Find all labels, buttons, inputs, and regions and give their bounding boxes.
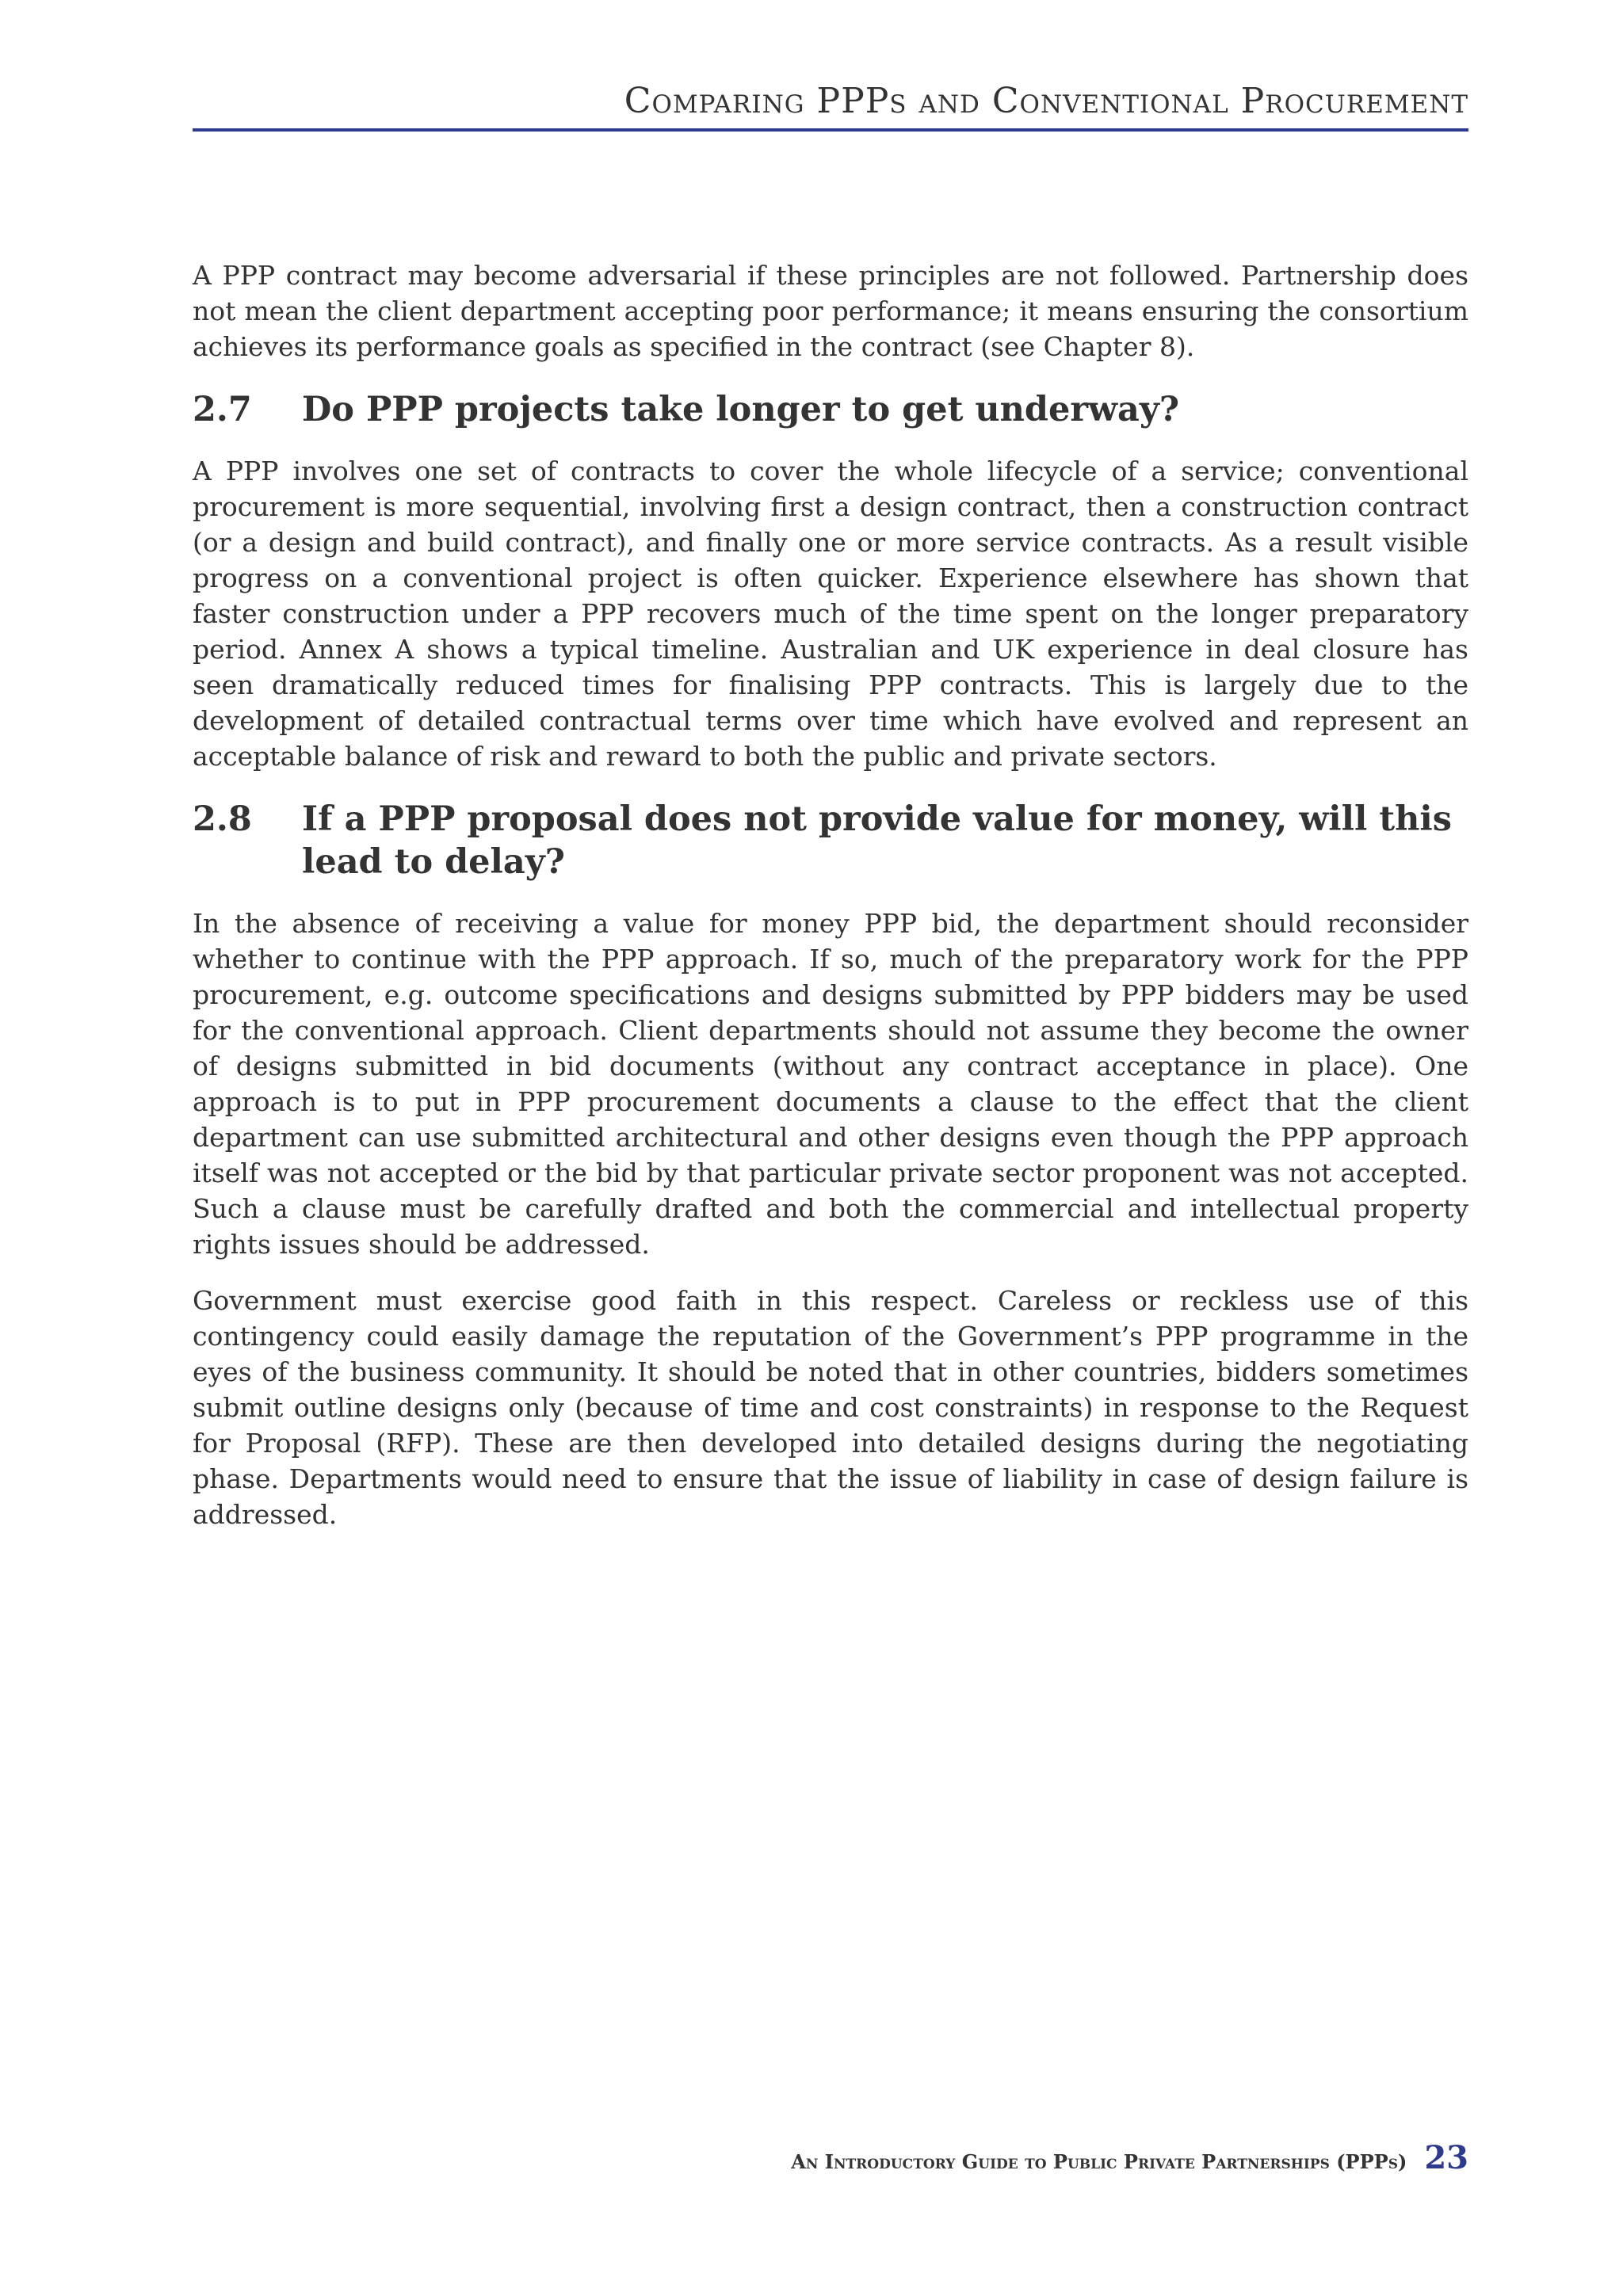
header-rule [193,128,1468,132]
footer-title: An Introductory Guide to Public Private Partnerships (PPPs) [791,2150,1407,2173]
section-2-7-paragraph: A PPP involves one set of contracts to cover the whole lifecycle of a service; conventional procurement is more sequential, involving first a design contract, then a construction contract (or a design and build contract), and finally one or more service contracts. As a result visible progress on a conventional project is often quicker. Experience elsewhere has shown that faster construction under a PPP recovers much of the time spent on the longer preparatory period. Annex A shows a typical timeline. Australian and UK experience in deal closure has seen dramatically reduced times for finalising PPP contracts. This is largely due to the development of detailed contractual terms over time which have evolved and represent an acceptable balance of risk and reward to both the public and private sectors. [193,456,1468,772]
section-title: Do PPP projects take longer to get underway? [302,390,1180,429]
running-header: Comparing PPPs and Conventional Procurement [624,81,1468,121]
section-number: 2.8 [193,799,252,839]
section-heading-2-8 [193,798,1468,883]
section-number: 2.7 [193,390,252,429]
page-content [193,257,1468,1553]
section-title: If a PPP proposal does not provide value for money, will this lead to delay? [302,799,1452,882]
section-2-8-paragraph-1: In the absence of receiving a value for money PPP bid, the department should reconsider whether to continue with the PPP approach. If so, much of the preparatory work for the PPP procurement, e.g. outcome specifications and designs submitted by PPP bidders may be used for the conventional approach. Client departments should not assume they become the owner of designs submitted in bid documents (without any contract acceptance in place). One approach is to put in PPP procurement documents a clause to the effect that the client department can use submitted architectural and other designs even though the PPP approach itself was not accepted or the bid by that particular private sector proponent was not accepted. Such a clause must be carefully drafted and both the commercial and intellectual property rights issues should be addressed. [193,908,1468,1260]
intro-paragraph: A PPP contract may become adversarial if these principles are not followed. Partnership does not mean the client department accepting poor performance; it means ensuring the consortium achieves its performance goals as specified in the contract (see Chapter 8). [193,260,1468,362]
section-2-8-paragraph-2: Government must exercise good faith in this respect. Careless or reckless use of this contingency could easily damage the reputation of the Government’s PPP programme in the eyes of the business community. It should be noted that in other countries, bidders sometimes submit outline designs only (because of time and cost constraints) in response to the Request for Proposal (RFP). These are then developed into detailed designs during the negotiating phase. Departments would need to ensure that the issue of liability in case of design failure is addressed. [193,1285,1468,1530]
page-number: 23 [1424,2139,1468,2176]
running-footer [791,2139,1468,2176]
section-heading-2-7 [193,388,1468,431]
